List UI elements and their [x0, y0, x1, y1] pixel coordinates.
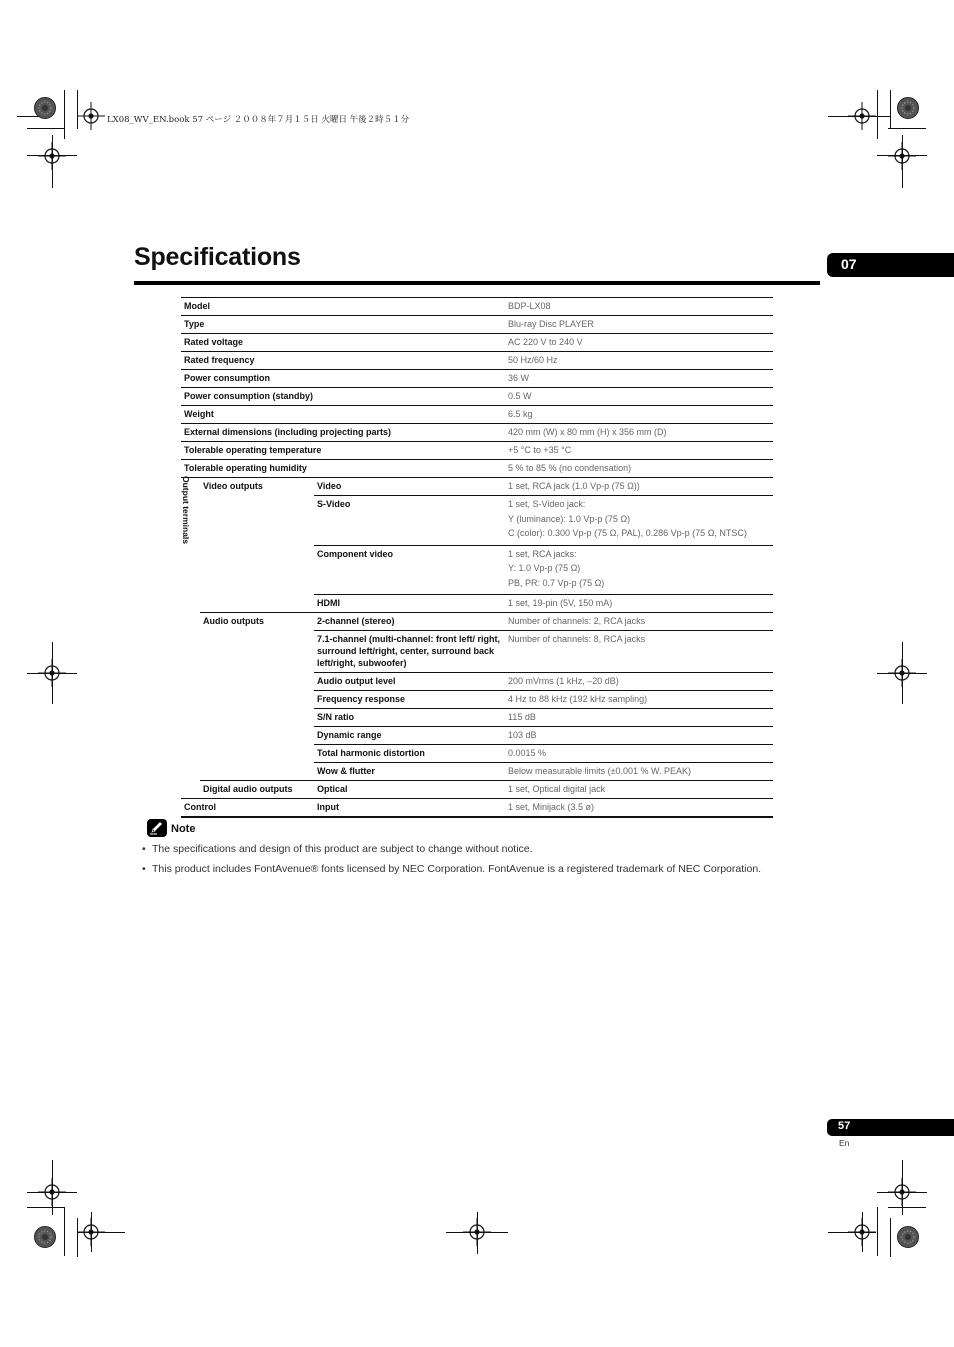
registration-mark-icon	[38, 659, 66, 687]
spec-label: 2-channel (stereo)	[314, 613, 505, 631]
table-row	[181, 442, 773, 460]
registration-mark-icon	[463, 1218, 491, 1246]
color-rosette-icon	[897, 97, 919, 119]
note-item: • This product includes FontAvenue® fonts licensed by NEC Corporation. FontAvenue is a registered trademark of NEC Corporation.	[142, 863, 762, 875]
spec-label: Type	[181, 316, 505, 334]
spec-value: 0.0015 %	[505, 745, 773, 763]
table-row	[181, 460, 773, 478]
table-row	[181, 352, 773, 370]
spec-value: 6.5 kg	[505, 406, 773, 424]
spec-value: 1 set, Optical digital jack	[505, 781, 773, 799]
title-rule	[134, 281, 820, 285]
registration-mark-icon	[77, 102, 105, 130]
table-row	[181, 334, 773, 352]
spec-value: 4 Hz to 88 kHz (192 kHz sampling)	[505, 691, 773, 709]
registration-mark-icon	[888, 1178, 916, 1206]
spec-label: S/N ratio	[314, 709, 505, 727]
color-rosette-icon	[34, 1226, 56, 1248]
page-number-tab	[827, 1119, 954, 1136]
spec-label: Model	[181, 298, 505, 316]
registration-mark-icon	[888, 142, 916, 170]
spec-label: Rated frequency	[181, 352, 505, 370]
spec-value-line: Y: 1.0 Vp-p (75 Ω)	[508, 563, 581, 573]
spec-value: 36 W	[505, 370, 773, 388]
spec-label: Power consumption	[181, 370, 505, 388]
spec-table	[181, 297, 773, 818]
note-heading: Note	[171, 823, 196, 835]
color-rosette-icon	[34, 97, 56, 119]
spec-label: Video	[314, 478, 505, 496]
registration-mark-icon	[38, 142, 66, 170]
output-terminals-label: Output terminals	[181, 476, 191, 545]
page-number: 57	[838, 1120, 851, 1132]
spec-value	[505, 545, 773, 595]
spec-label: Audio output level	[314, 673, 505, 691]
spec-value-line: 1 set, RCA jacks:	[508, 548, 577, 559]
spec-label: Dynamic range	[314, 727, 505, 745]
spec-label: Rated voltage	[181, 334, 505, 352]
spec-label: S-Video	[314, 496, 505, 546]
spec-label: Frequency response	[314, 691, 505, 709]
spec-label: Wow & flutter	[314, 763, 505, 781]
spec-label: 7.1-channel (multi-channel: front left/ right, surround left/right, center, surround back left/right, subwoofer)	[314, 631, 505, 673]
spec-value: 1 set, 19-pin (5V, 150 mA)	[505, 595, 773, 613]
print-header: LX08_WV_EN.book 57 ページ ２００８年７月１５日 火曜日 午後２時５１分	[107, 115, 410, 125]
table-row	[181, 613, 773, 631]
spec-label: External dimensions (including projecting parts)	[181, 424, 505, 442]
spec-value: AC 220 V to 240 V	[505, 334, 773, 352]
spec-value: Number of channels: 2, RCA jacks	[505, 613, 773, 631]
table-row	[181, 799, 773, 818]
spec-label: Tolerable operating humidity	[181, 460, 505, 478]
spec-value-line: C (color): 0.300 Vp-p (75 Ω, PAL), 0.286 Vp-p (75 Ω, NTSC)	[508, 528, 747, 538]
spec-value: 0.5 W	[505, 388, 773, 406]
spec-value: Blu-ray Disc PLAYER	[505, 316, 773, 334]
spec-value: Below measurable limits (±0.001 % W. PEAK)	[505, 763, 773, 781]
table-row	[181, 406, 773, 424]
spec-value: BDP-LX08	[505, 298, 773, 316]
table-row	[181, 316, 773, 334]
spec-label: Power consumption (standby)	[181, 388, 505, 406]
spec-value: 103 dB	[505, 727, 773, 745]
spec-value: Number of channels: 8, RCA jacks	[505, 631, 773, 673]
page-title: Specifications	[134, 243, 301, 271]
spec-label: Weight	[181, 406, 505, 424]
note-pencil-icon	[147, 819, 167, 837]
spec-value: +5 °C to +35 °C	[505, 442, 773, 460]
registration-mark-icon	[848, 102, 876, 130]
table-row	[181, 388, 773, 406]
spec-value-line: PB, PR: 0.7 Vp-p (75 Ω)	[508, 577, 605, 588]
spec-value: 200 mVrms (1 kHz, –20 dB)	[505, 673, 773, 691]
spec-label: Optical	[314, 781, 505, 799]
chapter-number: 07	[841, 256, 857, 272]
spec-label: HDMI	[314, 595, 505, 613]
note-item-text: The specifications and design of this product are subject to change without notice.	[152, 843, 533, 855]
registration-mark-icon	[38, 1178, 66, 1206]
table-row	[181, 781, 773, 799]
spec-value-line: Y (luminance): 1.0 Vp-p (75 Ω)	[508, 513, 631, 524]
group-label: Video outputs	[200, 478, 314, 613]
table-row	[181, 478, 773, 496]
spec-value: 420 mm (W) x 80 mm (H) x 356 mm (D)	[505, 424, 773, 442]
spec-value: 115 dB	[505, 709, 773, 727]
table-row	[181, 298, 773, 316]
spec-label: Component video	[314, 545, 505, 595]
language-code: En	[839, 1138, 850, 1148]
spec-label: Control	[181, 799, 314, 818]
registration-mark-icon	[848, 1218, 876, 1246]
spec-value: 1 set, RCA jack (1.0 Vp-p (75 Ω))	[505, 478, 773, 496]
table-row	[181, 424, 773, 442]
note-item-text: This product includes FontAvenue® fonts licensed by NEC Corporation. FontAvenue is a registered trademark of NEC Corporation.	[152, 863, 762, 875]
group-label: Digital audio outputs	[200, 781, 314, 799]
spec-value	[505, 496, 773, 546]
note-item: • The specifications and design of this product are subject to change without notice.	[142, 843, 533, 855]
spec-value-line: 1 set, S-Video jack:	[508, 499, 586, 509]
spec-label: Total harmonic distortion	[314, 745, 505, 763]
spec-label: Tolerable operating temperature	[181, 442, 505, 460]
spec-value: 5 % to 85 % (no condensation)	[505, 460, 773, 478]
color-rosette-icon	[897, 1226, 919, 1248]
spec-value: 50 Hz/60 Hz	[505, 352, 773, 370]
registration-mark-icon	[77, 1218, 105, 1246]
registration-mark-icon	[888, 659, 916, 687]
group-label: Audio outputs	[200, 613, 314, 781]
spec-value: 1 set, Minijack (3.5 ø)	[505, 799, 773, 818]
spec-label: Input	[314, 799, 505, 818]
table-row	[181, 370, 773, 388]
chapter-tab	[827, 253, 954, 277]
